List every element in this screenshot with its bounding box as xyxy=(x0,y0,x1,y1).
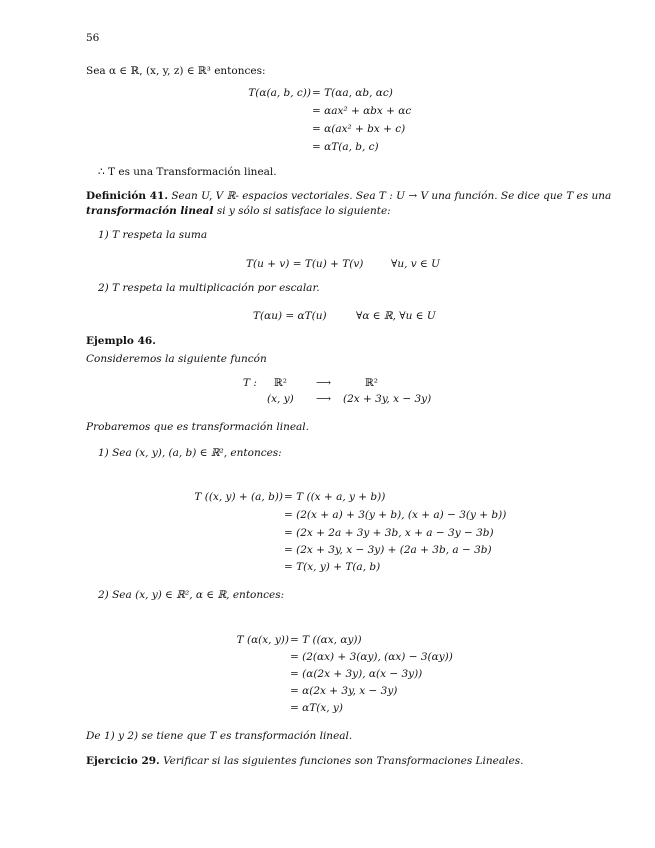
definition-item-2: 2) T respeta la multiplicación por escalar. xyxy=(98,282,320,294)
map-domain: ℝ² xyxy=(274,377,287,389)
map-codomain: ℝ² xyxy=(365,377,378,389)
eq3-line-3: = (α(2x + 3y), α(x − 3y)) xyxy=(290,668,423,680)
eq-sum-quantifier: ∀u, v ∈ U xyxy=(391,258,441,270)
definition-item-1: 1) T respeta la suma xyxy=(98,229,208,241)
map-arrow-1: ⟶ xyxy=(316,377,332,389)
example-label: Ejemplo 46. xyxy=(86,335,156,347)
example-step-1: 1) Sea (x, y), (a, b) ∈ ℝ², entonces: xyxy=(98,447,282,459)
intro-line: Sea α ∈ ℝ, (x, y, z) ∈ ℝ³ entonces: xyxy=(86,65,266,77)
example-intro: Consideremos la siguiente funcón xyxy=(86,353,267,365)
eq2-line-4: = (2x + 3y, x − 3y) + (2a + 3b, a − 3b) xyxy=(284,544,492,556)
conclusion-1: ∴ T es una Transformación lineal. xyxy=(98,166,277,178)
definition-line-1 xyxy=(86,190,611,203)
definition-text-rest: si y sólo si satisface lo siguiente: xyxy=(216,205,391,217)
exercise-line xyxy=(86,755,523,768)
definition-label: Definición 41. xyxy=(86,190,168,202)
eq3-lhs: T (α(x, y)) xyxy=(236,634,289,646)
eq1-line-2: = αax² + αbx + αc xyxy=(312,105,412,117)
eq1-line-1: = T(αa, αb, αc) xyxy=(312,87,393,99)
example-step-2: 2) Sea (x, y) ∈ ℝ², α ∈ ℝ, entonces: xyxy=(98,589,285,601)
page-number: 56 xyxy=(86,32,100,44)
eq3-line-4: = α(2x + 3y, x − 3y) xyxy=(290,685,398,697)
exercise-label: Ejercicio 29. xyxy=(86,755,160,767)
eq-sum: T(u + v) = T(u) + T(v) xyxy=(246,258,364,270)
definition-text: Sean U, V ℝ- espacios vectoriales. Sea T : U → V una función. Se dice que T es una xyxy=(171,190,612,202)
map-image: (2x + 3y, x − 3y) xyxy=(343,393,432,405)
map-name: T : xyxy=(243,377,257,389)
eq2-line-2: = (2(x + a) + 3(y + b), (x + a) − 3(y + b)) xyxy=(284,509,507,521)
map-variable: (x, y) xyxy=(267,393,294,405)
exercise-text: Verificar si las siguientes funciones son Transformaciones Lineales. xyxy=(163,755,524,767)
example-prove: Probaremos que es transformación lineal. xyxy=(86,421,310,433)
eq2-lhs: T ((x, y) + (a, b)) xyxy=(194,491,283,503)
eq1-line-3: = α(ax² + bx + c) xyxy=(312,123,406,135)
eq3-line-2: = (2(αx) + 3(αy), (αx) − 3(αy)) xyxy=(290,651,453,663)
eq2-line-3: = (2x + 2a + 3y + 3b, x + a − 3y − 3b) xyxy=(284,527,494,539)
eq-scalar-quantifier: ∀α ∈ ℝ, ∀u ∈ U xyxy=(356,310,436,322)
eq1-line-4: = αT(a, b, c) xyxy=(312,141,379,153)
eq1-lhs: T(α(a, b, c)) xyxy=(248,87,311,99)
eq2-line-1: = T ((x + a, y + b)) xyxy=(284,491,386,503)
eq3-line-5: = αT(x, y) xyxy=(290,702,343,714)
eq-scalar: T(αu) = αT(u) xyxy=(253,310,327,322)
eq3-line-1: = T ((αx, αy)) xyxy=(290,634,362,646)
eq2-line-5: = T(x, y) + T(a, b) xyxy=(284,561,381,573)
definition-term: transformación lineal xyxy=(86,205,214,217)
example-conclusion: De 1) y 2) se tiene que T es transformación lineal. xyxy=(86,730,353,742)
definition-line-2 xyxy=(86,205,391,218)
map-arrow-2: ⟶ xyxy=(316,393,332,405)
